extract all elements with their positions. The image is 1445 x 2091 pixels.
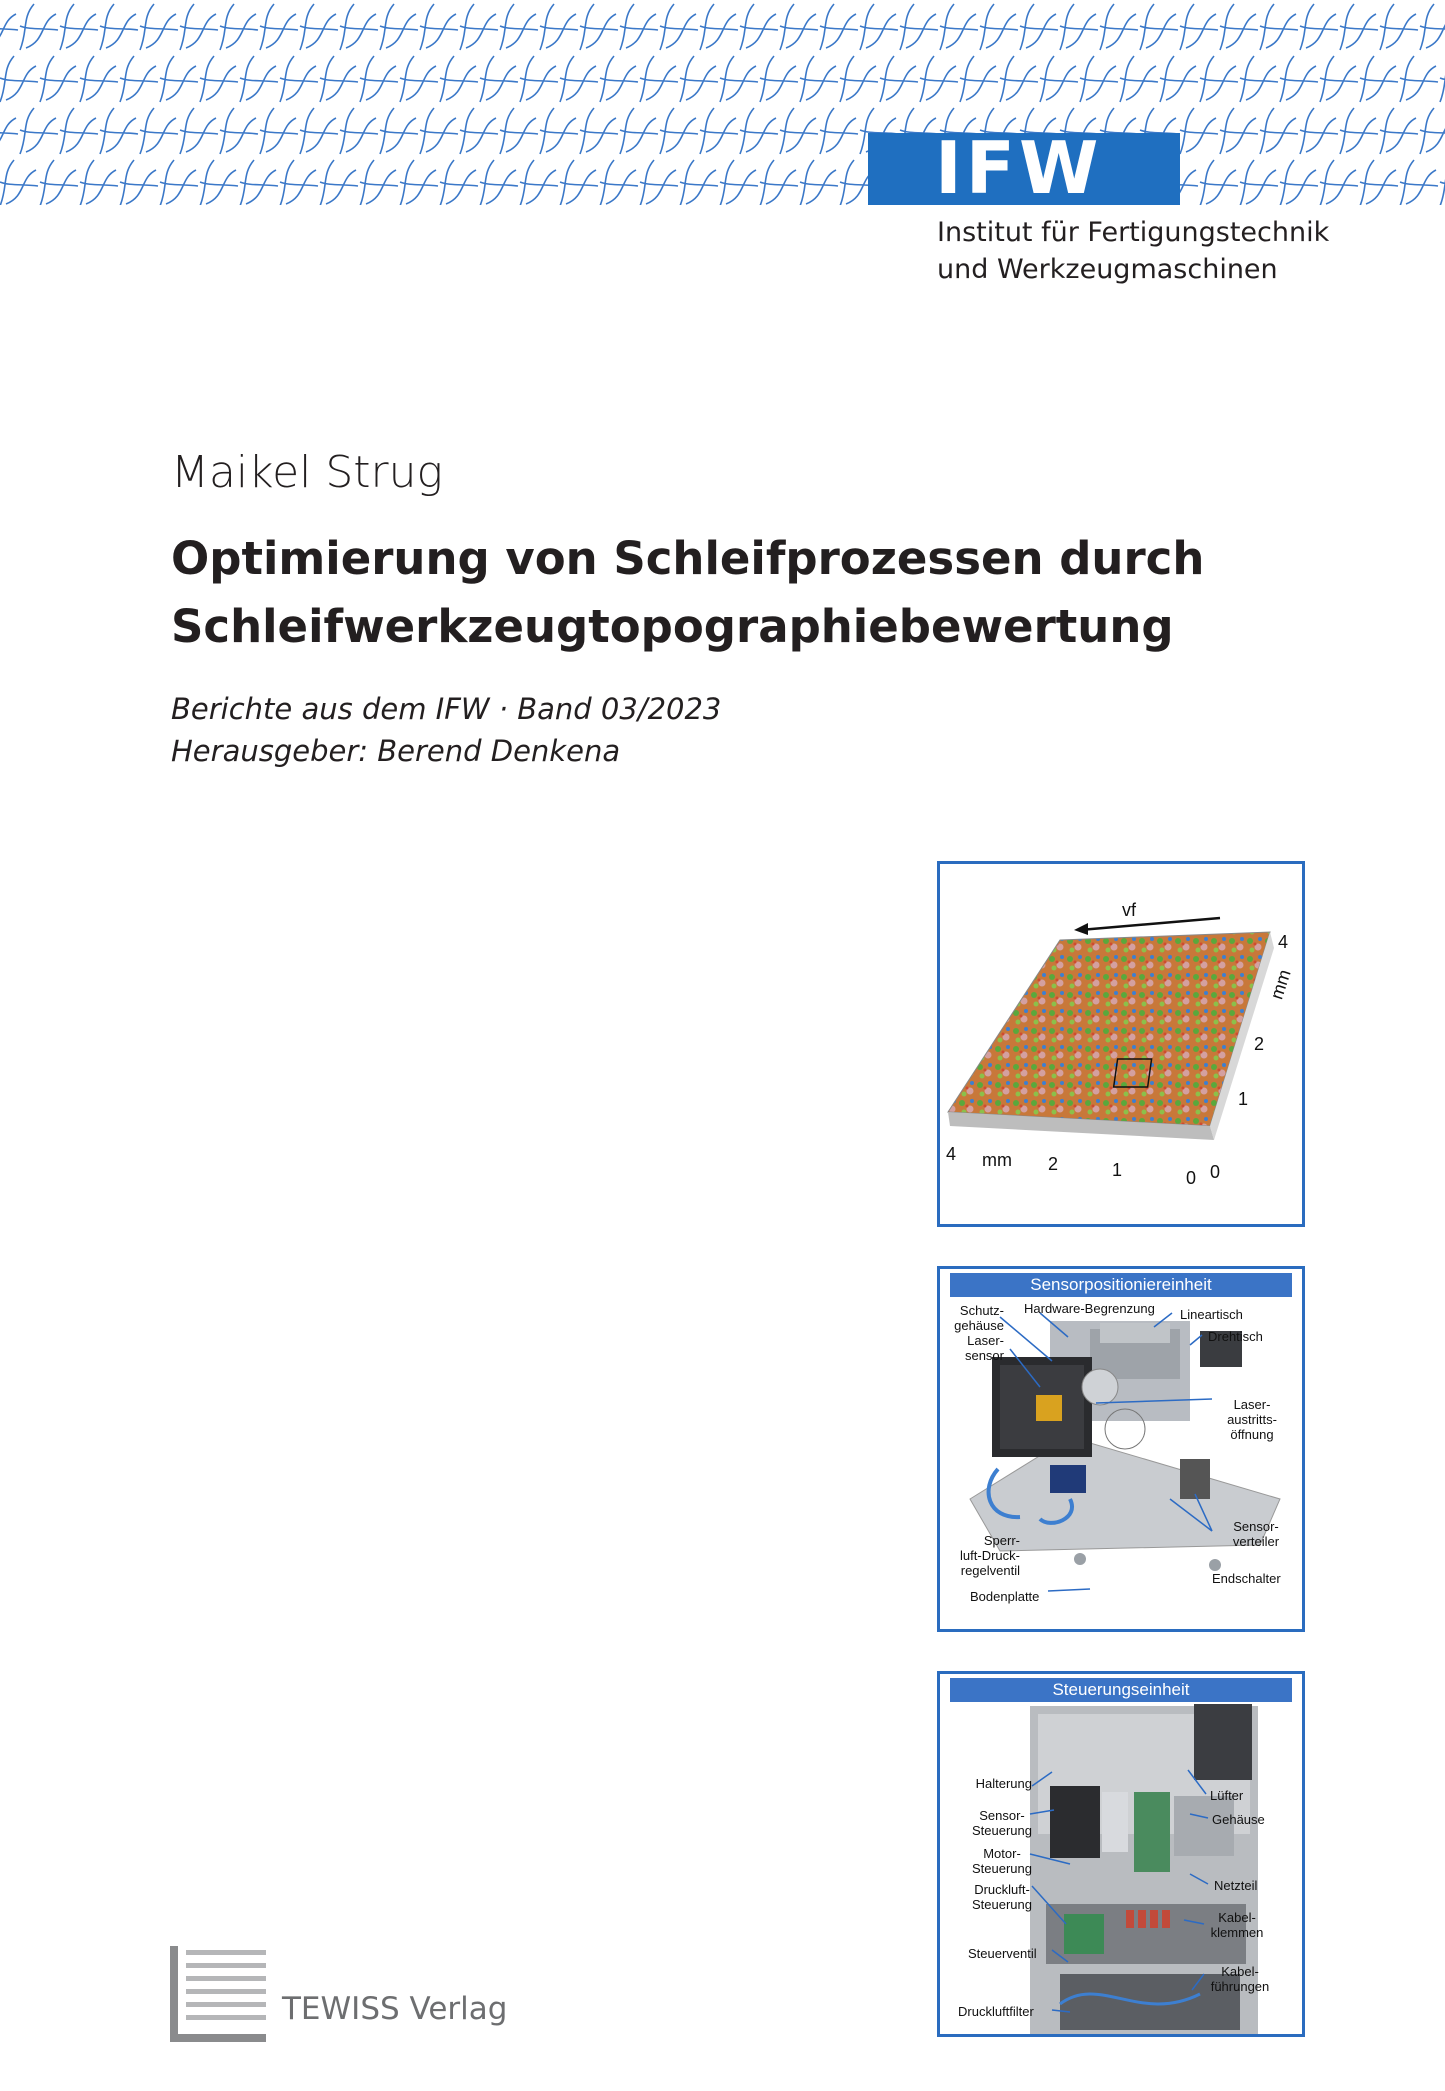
book-title [171,525,1204,661]
pattern-stroke [320,160,358,205]
pattern-stroke [140,108,178,154]
label-laser-sensor: Laser- sensor [964,1333,1004,1363]
pattern-stroke [1300,4,1338,50]
pattern-stroke [1000,56,1038,102]
pattern-stroke [100,108,138,154]
pattern-stroke [1340,4,1378,50]
pattern-stroke [780,108,818,154]
pattern-stroke [220,108,258,154]
pattern-stroke [1440,160,1445,205]
pattern-stroke [1240,160,1278,205]
label-druckluft-steuerung: Druckluft- Steuerung [972,1882,1032,1912]
pattern-stroke [1160,56,1198,102]
control-unit-figure [937,1671,1305,2037]
label-sperrluft: Sperr- luft-Druck- regelventil [960,1533,1020,1578]
pattern-stroke [160,160,198,205]
label-hardware-begrenzung: Hardware-Begrenzung [1024,1301,1155,1316]
pattern-stroke [500,4,538,50]
series-line-2: Herausgeber: Berend Denkena [171,734,621,768]
institute-name [937,214,1329,288]
pattern-stroke [1320,56,1358,102]
pattern-stroke [400,160,438,205]
pattern-stroke [520,160,558,205]
pattern-stroke [800,160,838,205]
pattern-stroke [1100,4,1138,50]
pattern-stroke [360,56,398,102]
label-sensorverteiler: Sensor- verteiler [1232,1519,1280,1549]
pattern-stroke [360,160,398,205]
pattern-stroke [320,56,358,102]
pattern-stroke [420,4,458,50]
pattern-stroke [580,108,618,154]
label-sensor-steuerung: Sensor- Steuerung [972,1808,1032,1838]
pattern-stroke [240,160,278,205]
pattern-stroke [640,56,678,102]
bottom-tick-4: 4 [946,1144,957,1164]
label-motor-steuerung: Motor- Steuerung [972,1846,1032,1876]
pattern-stroke [1080,56,1118,102]
pattern-stroke [60,108,98,154]
pattern-stroke [400,56,438,102]
pattern-stroke [720,160,758,205]
pattern-stroke [500,108,538,154]
pattern-stroke [120,56,158,102]
author-name: Maikel Strug [171,447,443,498]
label-bodenplatte: Bodenplatte [970,1589,1040,1604]
institute-line-1: Institut für Fertigungstechnik [937,217,1330,248]
feed-label: vf [1122,900,1137,920]
pattern-stroke [560,160,598,205]
pattern-stroke [980,4,1018,50]
pattern-stroke [380,4,418,50]
pattern-stroke [600,56,638,102]
pattern-stroke [620,4,658,50]
pattern-stroke [680,160,718,205]
pattern-stroke [800,56,838,102]
pattern-stroke [1040,56,1078,102]
header-pattern [0,0,1445,205]
label-laseraustritt: Laser- austritts- öffnung [1227,1397,1277,1442]
sensor-unit-figure [937,1266,1305,1632]
pattern-stroke [1280,56,1318,102]
label-endschalter: Endschalter [1212,1571,1281,1586]
feed-arrow [1080,918,1220,930]
label-schutzgehaeuse: Schutz- gehäuse [954,1303,1004,1333]
series-info [171,688,721,772]
pattern-stroke [20,4,58,50]
pattern-stroke [820,108,858,154]
label-kabelklemmen: Kabel- klemmen [1210,1910,1264,1940]
pattern-stroke [460,108,498,154]
pattern-stroke [480,160,518,205]
pattern-stroke [80,56,118,102]
pattern-stroke [920,56,958,102]
pattern-stroke [520,56,558,102]
pattern-stroke [1380,4,1418,50]
pattern-stroke [580,4,618,50]
pattern-stroke [1180,108,1218,154]
pattern-stroke [300,4,338,50]
series-line-1: Berichte aus dem IFW · Band 03/2023 [171,692,722,726]
pattern-stroke [1300,108,1338,154]
pattern-stroke [1240,56,1278,102]
pattern-stroke [480,56,518,102]
pattern-stroke [200,56,238,102]
pattern-stroke [760,56,798,102]
pattern-stroke [1060,4,1098,50]
pattern-stroke [540,4,578,50]
pattern-stroke [420,108,458,154]
pattern-stroke [260,4,298,50]
label-druckluftfilter: Druckluftfilter [958,2004,1034,2019]
pattern-stroke [720,56,758,102]
pattern-stroke [540,108,578,154]
label-gehaeuse: Gehäuse [1212,1812,1265,1827]
pattern-stroke [640,160,678,205]
pattern-stroke [1400,160,1438,205]
ifw-logo-text: IFW [935,126,1103,210]
pattern-stroke [0,108,18,154]
pattern-stroke [1440,56,1445,102]
pattern-stroke [40,56,78,102]
pattern-stroke [260,108,298,154]
pattern-stroke [180,4,218,50]
right-tick-2: 2 [1254,1034,1265,1054]
pattern-stroke [700,108,738,154]
label-halterung: Halterung [975,1776,1032,1791]
right-tick-1: 1 [1238,1089,1249,1109]
pattern-stroke [1220,4,1258,50]
pattern-stroke [20,108,58,154]
pattern-stroke [1180,4,1218,50]
pattern-stroke [340,4,378,50]
pattern-stroke [960,56,998,102]
pattern-stroke [1280,160,1318,205]
pattern-stroke [1340,108,1378,154]
title-line-1: Optimierung von Schleifprozessen durch [171,532,1205,585]
pattern-stroke [0,160,38,205]
pattern-stroke [160,56,198,102]
pattern-stroke [680,56,718,102]
right-tick-mm: mm [1266,966,1295,1002]
control-unit-heading: Steuerungseinheit [950,1678,1292,1702]
pattern-stroke [820,4,858,50]
pattern-stroke [1420,108,1445,154]
pattern-stroke [440,56,478,102]
pattern-stroke [740,108,778,154]
pattern-stroke [780,4,818,50]
pattern-stroke [440,160,478,205]
pattern-stroke [220,4,258,50]
bottom-tick-2: 2 [1048,1154,1059,1174]
institute-line-2: und Werkzeugmaschinen [937,254,1278,285]
pattern-stroke [200,160,238,205]
bottom-tick-1: 1 [1112,1160,1123,1180]
pattern-stroke [1260,4,1298,50]
pattern-stroke [100,4,138,50]
pattern-stroke [340,108,378,154]
pattern-stroke [1360,56,1398,102]
pattern-stroke [140,4,178,50]
pattern-stroke [620,108,658,154]
bottom-tick-mm: mm [982,1150,1012,1170]
pattern-stroke [80,160,118,205]
pattern-stroke [1220,108,1258,154]
pattern-stroke [280,56,318,102]
pattern-stroke [660,108,698,154]
pattern-stroke [460,4,498,50]
label-steuerventil: Steuerventil [968,1946,1037,1961]
pattern-stroke [660,4,698,50]
right-tick-4: 4 [1278,932,1289,952]
pattern-stroke [1200,160,1238,205]
pattern-stroke [700,4,738,50]
title-line-2: Schleifwerkzeugtopographiebewertung [171,600,1174,653]
pattern-stroke [760,160,798,205]
pattern-stroke [560,56,598,102]
pattern-stroke [1320,160,1358,205]
label-lineartisch: Lineartisch [1180,1307,1243,1322]
pattern-stroke [380,108,418,154]
pattern-stroke [1120,56,1158,102]
label-luefter: Lüfter [1210,1788,1244,1803]
pattern-stroke [0,4,18,50]
right-tick-0: 0 [1210,1162,1221,1182]
pattern-stroke [900,4,938,50]
pattern-stroke [60,4,98,50]
label-kabelfuehrungen: Kabel- führungen [1210,1964,1270,1994]
pattern-stroke [880,56,918,102]
pattern-stroke [1200,56,1238,102]
publisher-name: TEWISS Verlag [282,1991,508,2027]
pattern-stroke [40,160,78,205]
pattern-stroke [180,108,218,154]
pattern-stroke [1360,160,1398,205]
pattern-stroke [300,108,338,154]
pattern-stroke [740,4,778,50]
pattern-stroke [1020,4,1058,50]
tewiss-logo-icon [170,1946,266,2042]
pattern-stroke [600,160,638,205]
pattern-stroke [1400,56,1438,102]
pattern-stroke [240,56,278,102]
pattern-stroke [1420,4,1445,50]
pattern-stroke [0,56,38,102]
label-netzteil: Netzteil [1214,1878,1258,1893]
pattern-stroke [940,4,978,50]
sensor-unit-heading: Sensorpositioniereinheit [950,1273,1292,1297]
bottom-tick-0: 0 [1186,1168,1197,1188]
topography-figure [937,861,1305,1227]
pattern-stroke [1380,108,1418,154]
label-drehtisch: Drehtisch [1208,1329,1263,1344]
pattern-stroke [280,160,318,205]
pattern-stroke [1140,4,1178,50]
pattern-stroke [840,56,878,102]
pattern-stroke [1260,108,1298,154]
pattern-stroke [860,4,898,50]
pattern-stroke [120,160,158,205]
